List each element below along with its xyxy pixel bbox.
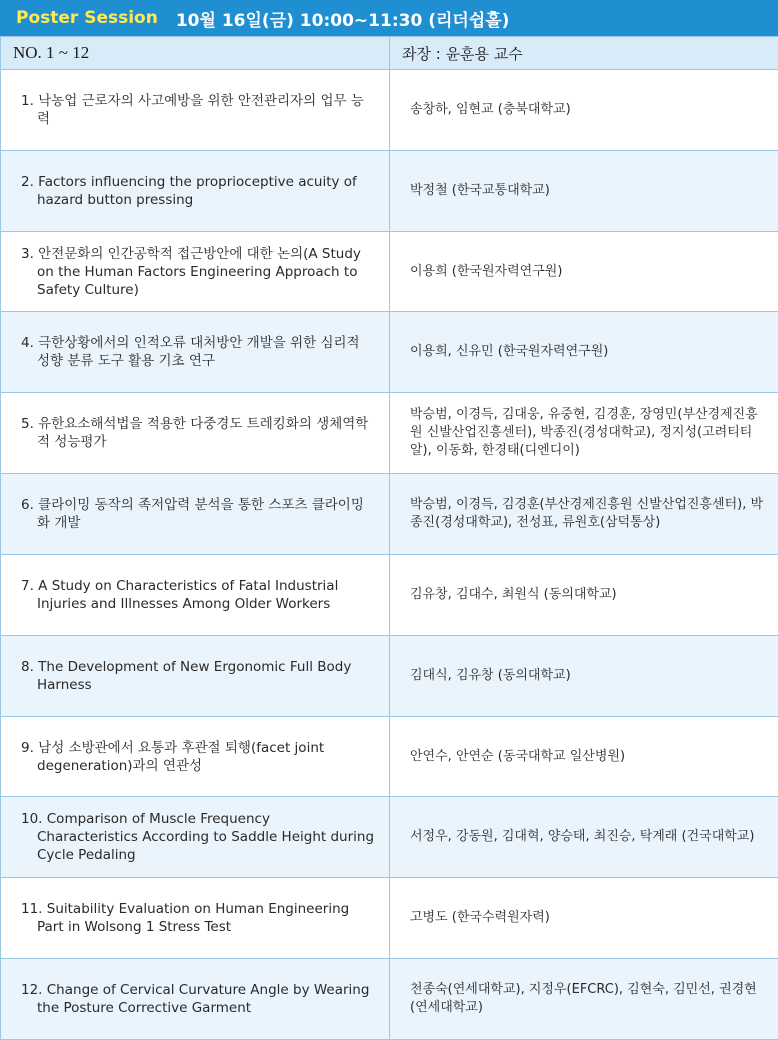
number-range-header: NO. 1 ~ 12: [1, 37, 390, 70]
session-banner: [0, 0, 778, 36]
chair-header: 좌장 : 윤훈용 교수: [390, 37, 778, 70]
table-row: [1, 635, 778, 716]
table-row: [1, 312, 778, 393]
authors-cell: [390, 70, 778, 151]
paper-title-cell: [1, 474, 390, 555]
paper-authors: 서정우, 강동원, 김대혁, 양승태, 최진승, 탁계래 (건국대학교): [410, 829, 755, 845]
table-row: [1, 959, 778, 1040]
paper-title-cell: [1, 959, 390, 1040]
paper-title: 1. 낙농업 근로자의 사고예방을 위한 안전관리자의 업무 능력: [21, 92, 364, 127]
paper-title-cell: [1, 554, 390, 635]
paper-authors: 박승범, 이경득, 김대웅, 유중현, 김경훈, 장영민(부산경제진흥원 신발산업진흥센터), 박종진(경성대학교), 정지성(고려티티알), 이동화, 한경태(디엔디이): [410, 407, 758, 459]
paper-title: 10. Comparison of Muscle Frequency Characteristics According to Saddle Height during Cycle Pedaling: [21, 811, 375, 864]
table-row: [1, 393, 778, 474]
paper-title-cell: [1, 231, 390, 312]
authors-cell: [390, 878, 778, 959]
paper-authors: 천종숙(연세대학교), 지정우(EFCRC), 김현숙, 김민선, 권경현 (연세대학교): [410, 982, 757, 1016]
table-row: [1, 474, 778, 555]
paper-title: 7. A Study on Characteristics of Fatal Industrial Injuries and Illnesses Among Older Workers: [21, 577, 339, 612]
paper-authors: 김대식, 김유창 (동의대학교): [410, 667, 571, 683]
paper-authors: 고병도 (한국수력원자력): [410, 910, 550, 926]
table-row: [1, 150, 778, 231]
paper-title: 8. The Development of New Ergonomic Full Body Harness: [21, 658, 352, 693]
authors-cell: [390, 716, 778, 797]
paper-authors: 박승범, 이경득, 김경훈(부산경제진흥원 신발산업진흥센터), 박종진(경성대학교), 전성표, 류원호(삼덕통상): [410, 497, 764, 531]
session-datetime: 10월 16일(금) 10:00~11:30 (리더쉽홀): [175, 10, 510, 31]
session-label: Poster Session: [16, 8, 158, 28]
paper-authors: 이용희, 신유민 (한국원자력연구원): [410, 344, 609, 360]
paper-title-cell: [1, 716, 390, 797]
paper-title: 4. 극한상황에서의 인적오류 대처방안 개발을 위한 심리적 성향 분류 도구 활용 기초 연구: [21, 335, 360, 370]
paper-authors: 송창하, 임현교 (충북대학교): [410, 101, 571, 117]
table-row: [1, 70, 778, 151]
paper-title-cell: [1, 312, 390, 393]
table-row: [1, 554, 778, 635]
table-row: [1, 878, 778, 959]
paper-title-cell: [1, 70, 390, 151]
authors-cell: [390, 150, 778, 231]
paper-authors: 안연수, 안연순 (동국대학교 일산병원): [410, 748, 626, 764]
paper-title-cell: [1, 797, 390, 878]
authors-cell: [390, 959, 778, 1040]
authors-cell: [390, 797, 778, 878]
paper-title: 2. Factors influencing the proprioceptive acuity of hazard button pressing: [21, 173, 357, 208]
paper-authors: 박정철 (한국교통대학교): [410, 182, 550, 198]
paper-title: 6. 클라이밍 동작의 족저압력 분석을 통한 스포츠 클라이밍화 개발: [21, 497, 364, 532]
poster-table: [0, 36, 778, 1040]
table-row: [1, 716, 778, 797]
table-row: [1, 231, 778, 312]
authors-cell: [390, 393, 778, 474]
paper-title: 5. 유한요소해석법을 적용한 다중경도 트레킹화의 생체역학적 성능평가: [21, 416, 369, 451]
paper-title-cell: [1, 635, 390, 716]
paper-title: 11. Suitability Evaluation on Human Engineering Part in Wolsong 1 Stress Test: [21, 901, 350, 936]
paper-title: 9. 남성 소방관에서 요통과 후관절 퇴행(facet joint degeneration)과의 연관성: [21, 739, 325, 774]
authors-cell: [390, 554, 778, 635]
table-row: [1, 797, 778, 878]
paper-authors: 김유창, 김대수, 최원식 (동의대학교): [410, 586, 617, 602]
paper-title: 3. 안전문화의 인간공학적 접근방안에 대한 논의(A Study on the Human Factors Engineering Approach to Safety Culture): [21, 245, 361, 298]
table-header-row: [1, 37, 778, 70]
authors-cell: [390, 312, 778, 393]
authors-cell: [390, 635, 778, 716]
authors-cell: [390, 231, 778, 312]
paper-title: 12. Change of Cervical Curvature Angle by Wearing the Posture Corrective Garment: [21, 982, 370, 1017]
paper-authors: 이용희 (한국원자력연구원): [410, 263, 563, 279]
paper-title-cell: [1, 393, 390, 474]
paper-title-cell: [1, 878, 390, 959]
authors-cell: [390, 474, 778, 555]
paper-title-cell: [1, 150, 390, 231]
